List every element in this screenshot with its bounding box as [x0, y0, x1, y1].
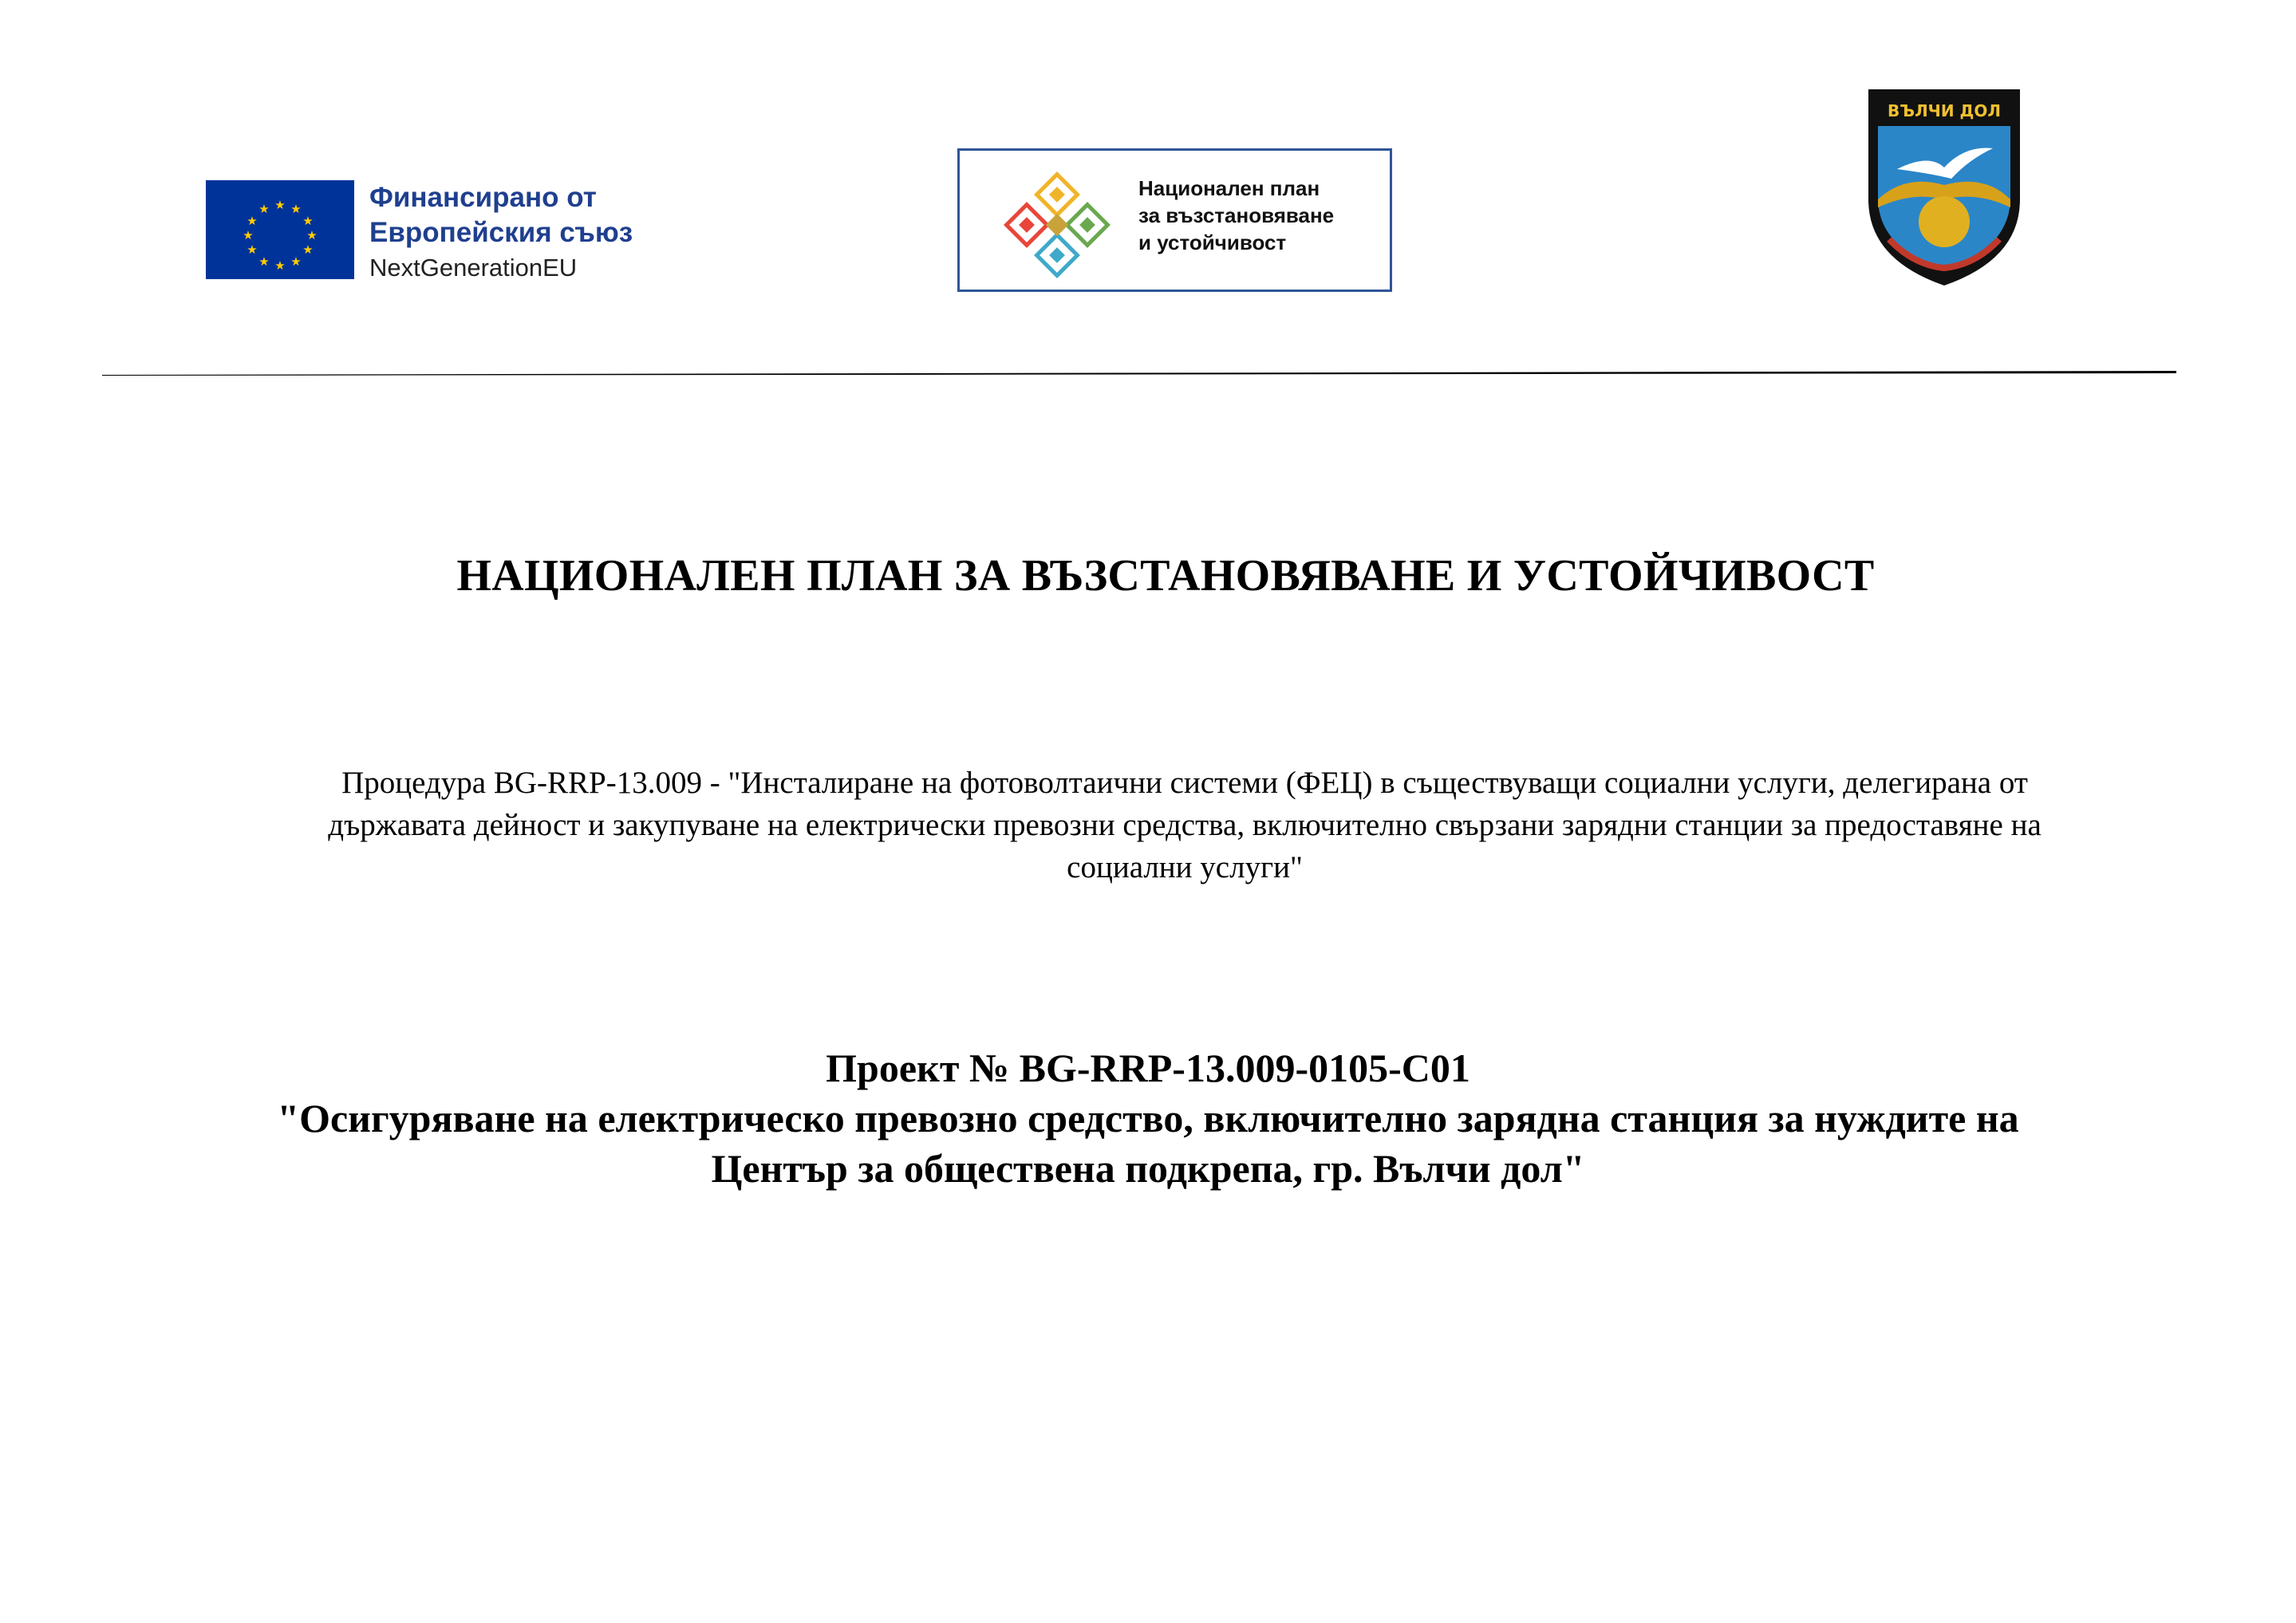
svg-text:★: ★	[290, 254, 302, 269]
procedure-line-3: социални услуги"	[1067, 850, 1303, 884]
header-divider	[102, 371, 2176, 376]
document-title: НАЦИОНАЛЕН ПЛАН ЗА ВЪЗСТАНОВЯВАНЕ И УСТОЙЧИВОСТ	[456, 551, 1875, 601]
procedure-line-1: Процедура BG-RRP-13.009 - "Инсталиране на фотоволтаични системи (ФЕЦ) в съществуващи социални услуги, делегирана от	[341, 766, 2028, 800]
npvu-logo-line-3: и устойчивост	[1138, 230, 1287, 254]
svg-text:★: ★	[302, 214, 314, 228]
eu-funding-logo	[206, 180, 700, 284]
eu-logo-line-2: Европейския съюз	[369, 217, 633, 248]
eu-logo-text	[369, 180, 704, 286]
npvu-logo-line-1: Национален план	[1138, 176, 1320, 200]
npvu-logo-line-2: за възстановяване	[1138, 203, 1335, 227]
svg-text:★: ★	[258, 254, 270, 269]
npvu-logo	[957, 148, 1392, 292]
svg-text:★: ★	[302, 242, 314, 257]
project-title-line-2: Център за обществена подкрепа, гр. Вълчи дол"	[711, 1146, 1585, 1191]
npvu-ornament-icon	[993, 165, 1121, 285]
svg-text:★: ★	[274, 198, 286, 212]
svg-text:★: ★	[274, 258, 286, 273]
project-text	[0, 1043, 2296, 1194]
svg-text:★: ★	[247, 242, 258, 257]
svg-text:★: ★	[258, 202, 270, 216]
municipality-crest-icon	[1857, 80, 2031, 291]
svg-text:★: ★	[243, 228, 254, 242]
procedure-text	[199, 762, 2170, 888]
svg-text:★: ★	[247, 214, 258, 228]
crest-label: ВЪЛЧИ ДОЛ	[1888, 101, 2001, 120]
project-title-line-1: "Осигуряване на електрическо превозно средство, включително зарядна станция за нуждите на	[277, 1096, 2019, 1140]
svg-text:★: ★	[306, 228, 318, 242]
eu-flag-icon	[206, 180, 354, 279]
eu-logo-line-3: NextGenerationEU	[369, 254, 578, 282]
project-number: Проект № BG-RRP-13.009-0105-C01	[826, 1046, 1470, 1090]
npvu-logo-text	[1138, 175, 1386, 256]
procedure-line-2: държавата дейност и закупуване на електрически превозни средства, включително свързани зарядни станции за предоставяне на	[328, 808, 2042, 842]
svg-text:★: ★	[290, 202, 302, 216]
eu-logo-line-1: Финансирано от	[369, 182, 597, 213]
